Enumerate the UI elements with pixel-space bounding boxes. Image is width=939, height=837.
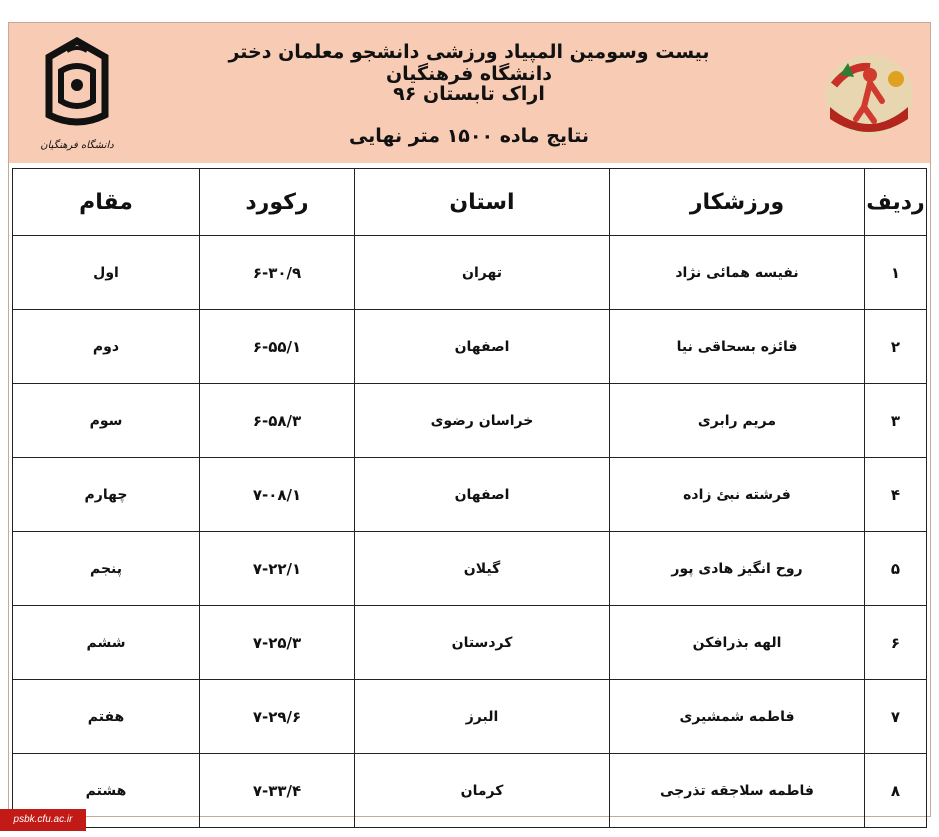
table-row [13,680,927,754]
header-banner [9,23,930,163]
cell-athlete: فاطمه سلاجقه تذرجی [610,754,865,828]
table-row [13,532,927,606]
cell-record: ۶-۳۰/۹ [200,236,355,310]
table-row [13,384,927,458]
table-row [13,754,927,828]
cell-place: چهارم [13,458,200,532]
site-watermark: psbk.cfu.ac.ir [0,809,86,831]
cell-province: کردستان [355,606,610,680]
cell-rank: ۸ [865,754,927,828]
cell-province: گیلان [355,532,610,606]
results-sheet [8,22,931,817]
cell-athlete: نفیسه همائی نژاد [610,236,865,310]
university-emblem-icon [37,37,117,137]
header-province: استان [355,169,610,236]
cell-province: البرز [355,680,610,754]
title-line-2: اراک تابستان ۹۶ [393,83,545,105]
cell-place: سوم [13,384,200,458]
table-row [13,310,927,384]
title-line-3: نتایج ماده ۱۵۰۰ متر نهایی [348,125,590,147]
cell-province: تهران [355,236,610,310]
cell-record: ۷-۰۸/۱ [200,458,355,532]
header-rank: ردیف [865,169,927,236]
cell-athlete: فاطمه شمشیری [610,680,865,754]
header-place: مقام [13,169,200,236]
cell-province: کرمان [355,754,610,828]
cell-rank: ۵ [865,532,927,606]
cell-record: ۷-۲۹/۶ [200,680,355,754]
cell-place: هفتم [13,680,200,754]
cell-record: ۶-۵۸/۳ [200,384,355,458]
cell-athlete: مریم رابری [610,384,865,458]
cell-athlete: روح انگیز هادی پور [610,532,865,606]
cell-record: ۷-۳۳/۴ [200,754,355,828]
cell-record: ۷-۲۵/۳ [200,606,355,680]
olympiad-emblem-icon [820,45,918,140]
university-logo [37,37,117,155]
table-row [13,236,927,310]
cell-place: دوم [13,310,200,384]
title-block [209,23,729,163]
table-header-row [13,169,927,236]
table-row [13,606,927,680]
results-table [12,168,927,828]
cell-province: اصفهان [355,310,610,384]
cell-rank: ۱ [865,236,927,310]
cell-record: ۷-۲۲/۱ [200,532,355,606]
cell-athlete: فرشته نبئ زاده [610,458,865,532]
cell-rank: ۴ [865,458,927,532]
title-line-1: بیست وسومین المپیاد ورزشی دانشجو معلمان دختر دانشگاه فرهنگیان [228,41,710,85]
cell-athlete: فائزه بسحاقی نیا [610,310,865,384]
cell-rank: ۳ [865,384,927,458]
header-athlete: ورزشکار [610,169,865,236]
cell-rank: ۶ [865,606,927,680]
table-row [13,458,927,532]
cell-place: اول [13,236,200,310]
olympiad-logo [820,45,918,140]
university-logo-caption: دانشگاه فرهنگیان [40,140,114,151]
cell-rank: ۲ [865,310,927,384]
cell-province: خراسان رضوی [355,384,610,458]
cell-athlete: الهه بذرافکن [610,606,865,680]
cell-rank: ۷ [865,680,927,754]
cell-province: اصفهان [355,458,610,532]
cell-place: ششم [13,606,200,680]
cell-place: هشتم [13,754,200,828]
header-record: رکورد [200,169,355,236]
cell-record: ۶-۵۵/۱ [200,310,355,384]
cell-place: پنجم [13,532,200,606]
